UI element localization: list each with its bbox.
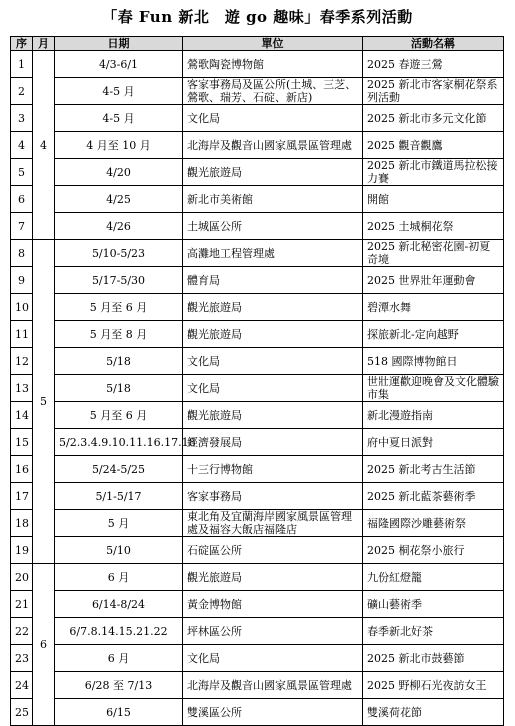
row-number: 10 <box>11 294 33 321</box>
date-cell: 5/24-5/25 <box>55 456 183 483</box>
unit-cell: 體育局 <box>183 267 363 294</box>
date-cell: 5 月 <box>55 510 183 537</box>
row-number: 4 <box>11 132 33 159</box>
row-number: 16 <box>11 456 33 483</box>
unit-cell: 高灘地工程管理處 <box>183 240 363 267</box>
activity-schedule-table <box>10 36 504 726</box>
event-cell: 世壯運歡迎晚會及文化體驗市集 <box>363 375 504 402</box>
unit-cell: 黃金博物館 <box>183 591 363 618</box>
month-cell: 5 <box>33 240 55 564</box>
header-event: 活動名稱 <box>363 37 504 51</box>
month-cell: 4 <box>33 51 55 240</box>
table-row <box>11 267 504 294</box>
event-cell: 福隆國際沙雕藝術祭 <box>363 510 504 537</box>
date-cell: 6/7.8.14.15.21.22 <box>55 618 183 645</box>
event-cell: 2025 新北考古生活節 <box>363 456 504 483</box>
row-number: 19 <box>11 537 33 564</box>
row-number: 21 <box>11 591 33 618</box>
date-cell: 4-5 月 <box>55 105 183 132</box>
event-cell: 2025 觀音觀鷹 <box>363 132 504 159</box>
event-cell: 2025 春遊三鶯 <box>363 51 504 78</box>
table-row <box>11 402 504 429</box>
date-cell: 4/25 <box>55 186 183 213</box>
header-month: 月 <box>33 37 55 51</box>
table-row <box>11 132 504 159</box>
event-cell: 雙溪荷花節 <box>363 699 504 726</box>
unit-cell: 觀光旅遊局 <box>183 321 363 348</box>
event-cell: 2025 新北市鐵道馬拉松接力賽 <box>363 159 504 186</box>
unit-cell: 雙溪區公所 <box>183 699 363 726</box>
row-number: 2 <box>11 78 33 105</box>
table-row <box>11 321 504 348</box>
table-row <box>11 105 504 132</box>
date-cell: 6/28 至 7/13 <box>55 672 183 699</box>
unit-cell: 觀光旅遊局 <box>183 159 363 186</box>
row-number: 5 <box>11 159 33 186</box>
event-cell: 探旅新北-定向越野 <box>363 321 504 348</box>
date-cell: 5 月至 6 月 <box>55 402 183 429</box>
row-number: 12 <box>11 348 33 375</box>
date-cell: 4/20 <box>55 159 183 186</box>
event-cell: 2025 野柳石光夜訪女王 <box>363 672 504 699</box>
unit-cell: 觀光旅遊局 <box>183 564 363 591</box>
row-number: 6 <box>11 186 33 213</box>
table-row <box>11 591 504 618</box>
date-cell: 4 月至 10 月 <box>55 132 183 159</box>
unit-cell: 鶯歌陶瓷博物館 <box>183 51 363 78</box>
row-number: 7 <box>11 213 33 240</box>
table-row <box>11 564 504 591</box>
header-date: 日期 <box>55 37 183 51</box>
table-row <box>11 240 504 267</box>
table-row <box>11 483 504 510</box>
row-number: 9 <box>11 267 33 294</box>
row-number: 8 <box>11 240 33 267</box>
row-number: 23 <box>11 645 33 672</box>
table-row <box>11 456 504 483</box>
month-cell: 6 <box>33 564 55 726</box>
event-cell: 府中夏日派對 <box>363 429 504 456</box>
event-cell: 2025 新北秘密花園-初夏奇境 <box>363 240 504 267</box>
unit-cell: 客家事務局 <box>183 483 363 510</box>
table-row <box>11 51 504 78</box>
event-cell: 2025 新北市客家桐花祭系列活動 <box>363 78 504 105</box>
event-cell: 2025 桐花祭小旅行 <box>363 537 504 564</box>
date-cell: 4-5 月 <box>55 78 183 105</box>
unit-cell: 新北市美術館 <box>183 186 363 213</box>
unit-cell: 北海岸及觀音山國家風景區管理處 <box>183 672 363 699</box>
unit-cell: 北海岸及觀音山國家風景區管理處 <box>183 132 363 159</box>
table-row <box>11 213 504 240</box>
table-row <box>11 429 504 456</box>
row-number: 13 <box>11 375 33 402</box>
unit-cell: 經濟發展局 <box>183 429 363 456</box>
table-row <box>11 510 504 537</box>
date-cell: 6 月 <box>55 564 183 591</box>
table-row <box>11 618 504 645</box>
date-cell: 5/10-5/23 <box>55 240 183 267</box>
row-number: 3 <box>11 105 33 132</box>
date-cell: 5/18 <box>55 348 183 375</box>
unit-cell: 文化局 <box>183 105 363 132</box>
row-number: 18 <box>11 510 33 537</box>
table-row <box>11 348 504 375</box>
date-cell: 5/2.3.4.9.10.11.16.17.18 <box>55 429 183 456</box>
event-cell: 2025 新北藍茶藝術季 <box>363 483 504 510</box>
row-number: 24 <box>11 672 33 699</box>
date-cell: 6 月 <box>55 645 183 672</box>
row-number: 17 <box>11 483 33 510</box>
date-cell: 5/17-5/30 <box>55 267 183 294</box>
row-number: 15 <box>11 429 33 456</box>
table-row <box>11 672 504 699</box>
header-unit: 單位 <box>183 37 363 51</box>
row-number: 11 <box>11 321 33 348</box>
date-cell: 5/1-5/17 <box>55 483 183 510</box>
row-number: 25 <box>11 699 33 726</box>
unit-cell: 石碇區公所 <box>183 537 363 564</box>
table-row <box>11 78 504 105</box>
date-cell: 5 月至 8 月 <box>55 321 183 348</box>
unit-cell: 東北角及宜蘭海岸國家風景區管理處及福容大飯店福隆店 <box>183 510 363 537</box>
table-row <box>11 186 504 213</box>
event-cell: 2025 土城桐花祭 <box>363 213 504 240</box>
unit-cell: 觀光旅遊局 <box>183 402 363 429</box>
row-number: 14 <box>11 402 33 429</box>
date-cell: 5 月至 6 月 <box>55 294 183 321</box>
unit-cell: 文化局 <box>183 375 363 402</box>
date-cell: 4/3-6/1 <box>55 51 183 78</box>
unit-cell: 坪林區公所 <box>183 618 363 645</box>
table-row <box>11 159 504 186</box>
table-row <box>11 375 504 402</box>
event-cell: 新北漫遊指南 <box>363 402 504 429</box>
unit-cell: 十三行博物館 <box>183 456 363 483</box>
event-cell: 九份紅燈籠 <box>363 564 504 591</box>
row-number: 1 <box>11 51 33 78</box>
event-cell: 碧潭水舞 <box>363 294 504 321</box>
event-cell: 2025 世界壯年運動會 <box>363 267 504 294</box>
unit-cell: 文化局 <box>183 645 363 672</box>
unit-cell: 客家事務局及區公所(土城、三芝、鶯歌、瑞芳、石碇、新店) <box>183 78 363 105</box>
row-number: 22 <box>11 618 33 645</box>
event-cell: 開館 <box>363 186 504 213</box>
header-num: 序 <box>11 37 33 51</box>
table-row <box>11 537 504 564</box>
date-cell: 4/26 <box>55 213 183 240</box>
event-cell: 518 國際博物館日 <box>363 348 504 375</box>
table-header-row <box>11 37 504 51</box>
event-cell: 2025 新北市多元文化節 <box>363 105 504 132</box>
row-number: 20 <box>11 564 33 591</box>
table-row <box>11 699 504 726</box>
date-cell: 5/10 <box>55 537 183 564</box>
event-cell: 2025 新北市鼓藝節 <box>363 645 504 672</box>
page-title: 「春 Fun 新北 遊 go 趣味」春季系列活動 <box>102 8 413 26</box>
unit-cell: 觀光旅遊局 <box>183 294 363 321</box>
date-cell: 6/15 <box>55 699 183 726</box>
date-cell: 6/14-8/24 <box>55 591 183 618</box>
date-cell: 5/18 <box>55 375 183 402</box>
table-row <box>11 645 504 672</box>
unit-cell: 文化局 <box>183 348 363 375</box>
event-cell: 春季新北好茶 <box>363 618 504 645</box>
event-cell: 礦山藝術季 <box>363 591 504 618</box>
table-row <box>11 294 504 321</box>
unit-cell: 土城區公所 <box>183 213 363 240</box>
